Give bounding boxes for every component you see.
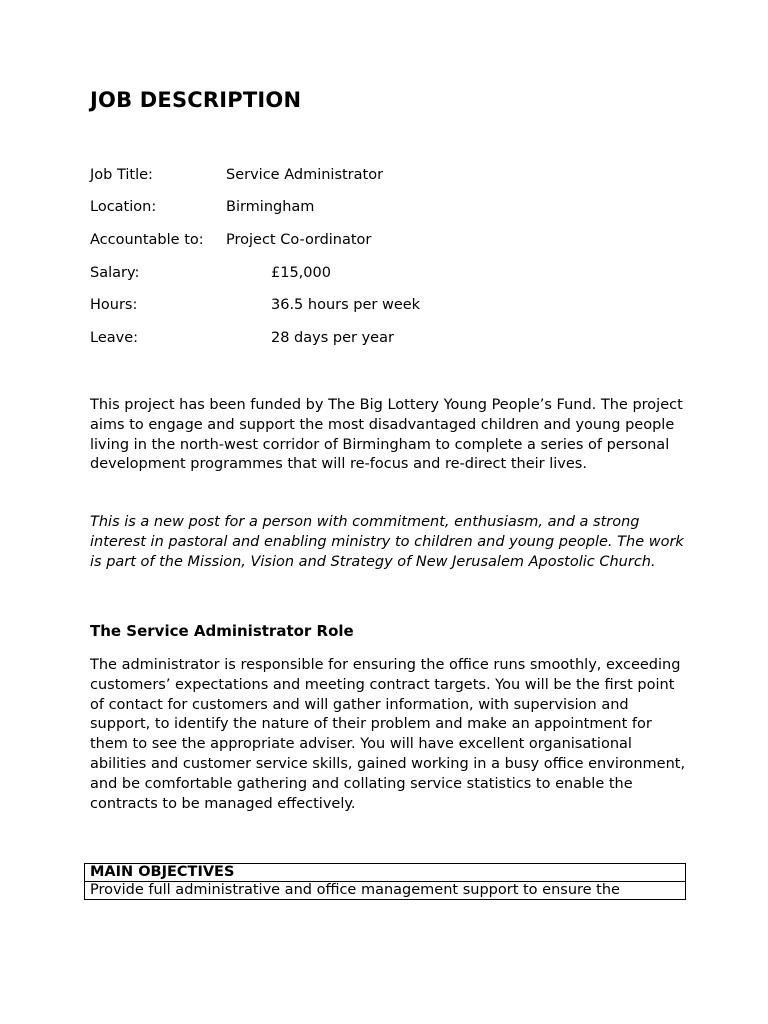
field-value: Service Administrator bbox=[226, 167, 384, 183]
role-paragraph: The administrator is responsible for ensuring the office runs smoothly, exceeding customers’ expectations and meeting contract targets. You will be the first point of contact for customers and will gather information, with supervision and support, to identify the nature of their problem and make an appointment for them to see the appropriate adviser. You will have excellent organisational abilities and customer service skills, gained working in a busy office environment, and be comfortable gathering and collating service statistics to enable the contracts to be managed effectively. bbox=[90, 657, 686, 812]
field-label: Hours: bbox=[90, 297, 138, 313]
italic-paragraph: This is a new post for a person with commitment, enthusiasm, and a strong interest in pastoral and enabling ministry to children and young people. The work is part of the Mission, Vision and Strategy of New Jerusalem Apostolic Church. bbox=[90, 514, 684, 570]
field-label: Accountable to: bbox=[90, 232, 204, 248]
field-value: Birmingham bbox=[226, 199, 315, 215]
objectives-header: MAIN OBJECTIVES bbox=[85, 864, 686, 882]
role-heading: The Service Administrator Role bbox=[90, 622, 354, 640]
objectives-table bbox=[84, 863, 686, 900]
document-title: JOB DESCRIPTION bbox=[90, 88, 302, 112]
field-value: Project Co-ordinator bbox=[226, 232, 372, 248]
intro-paragraph: This project has been funded by The Big Lottery Young People’s Fund. The project aims to engage and support the most disadvantaged children and young people living in the north-west corridor of Birmingham to complete a series of personal development programmes that will re-focus and re-direct their lives. bbox=[90, 397, 683, 473]
field-label: Leave: bbox=[90, 330, 139, 346]
table-row bbox=[85, 864, 686, 882]
field-value: 36.5 hours per week bbox=[271, 297, 421, 313]
field-value: 28 days per year bbox=[271, 330, 394, 346]
table-row bbox=[85, 882, 686, 900]
field-label: Salary: bbox=[90, 265, 140, 281]
field-label: Location: bbox=[90, 199, 157, 215]
field-value: £15,000 bbox=[271, 265, 331, 281]
objectives-cell: Provide full administrative and office management support to ensure the bbox=[85, 882, 686, 900]
field-label: Job Title: bbox=[90, 167, 153, 183]
